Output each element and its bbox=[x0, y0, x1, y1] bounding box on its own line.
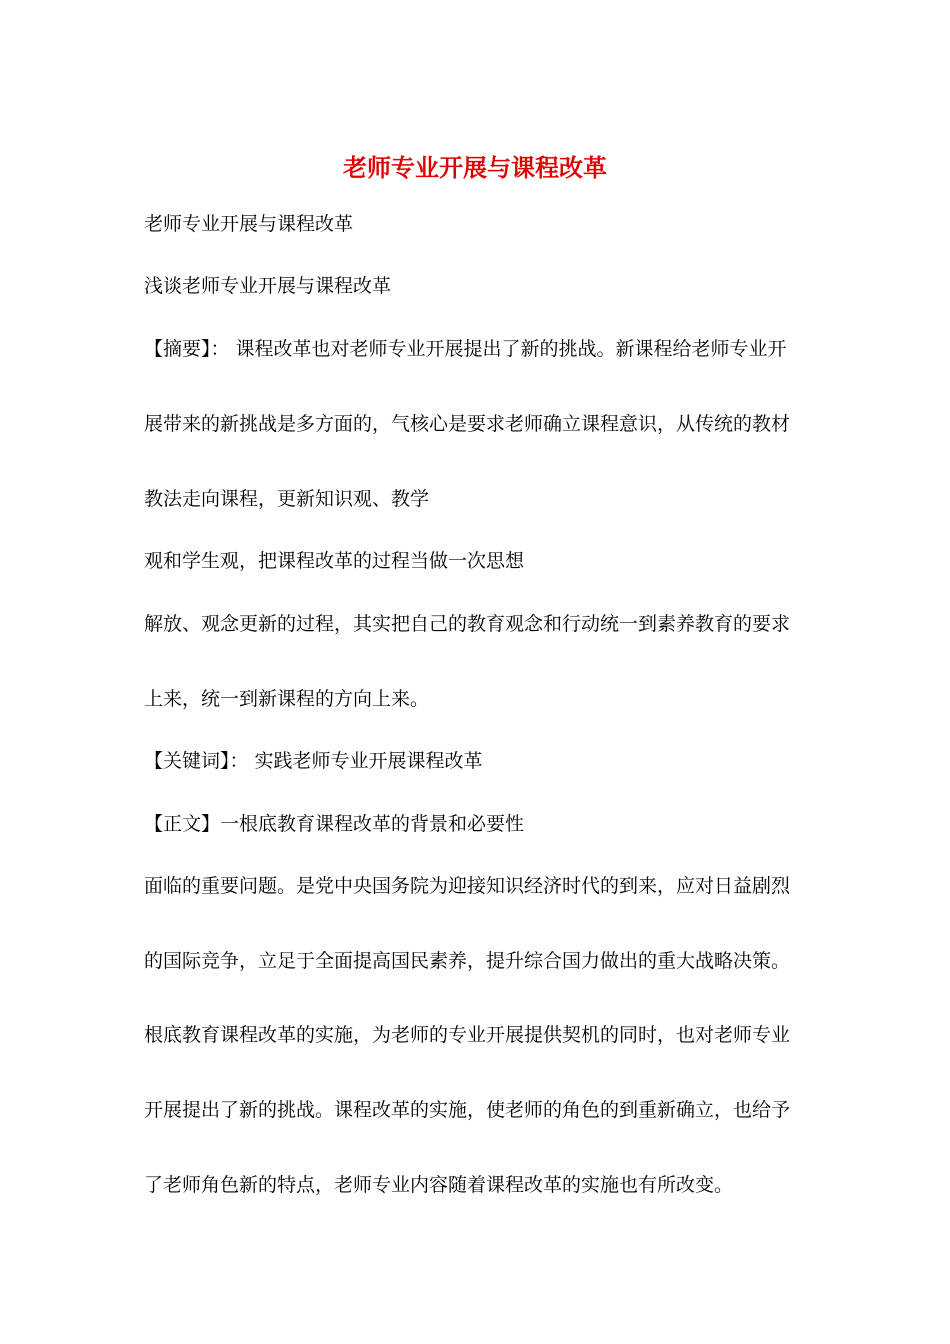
abstract-line-3: 教法走向课程，更新知识观、教学 bbox=[144, 488, 430, 510]
body-line-4: 开展提出了新的挑战。课程改革的实施，使老师的角色的到重新确立，也给予 bbox=[144, 1099, 791, 1121]
body-heading: 【正文】一根底教育课程改革的背景和必要性 bbox=[144, 813, 525, 835]
abstract-line-5: 解放、观念更新的过程，其实把自己的教育观念和行动统一到素养教育的要求 bbox=[144, 613, 791, 635]
body-line-5: 了老师角色新的特点，老师专业内容随着课程改革的实施也有所改变。 bbox=[144, 1174, 734, 1196]
body-line-3: 根底教育课程改革的实施，为老师的专业开展提供契机的同时，也对老师专业 bbox=[144, 1024, 791, 1046]
body-line-1: 面临的重要问题。是党中央国务院为迎接知识经济时代的到来，应对日益剧烈 bbox=[144, 875, 791, 897]
keywords-line: 【关键词】： 实践老师专业开展课程改革 bbox=[144, 750, 483, 772]
document-title: 老师专业开展与课程改革 bbox=[343, 153, 607, 182]
abstract-line-1: 【摘要】： 课程改革也对老师专业开展提出了新的挑战。新课程给老师专业开 bbox=[144, 338, 787, 360]
abstract-line-4: 观和学生观，把课程改革的过程当做一次思想 bbox=[144, 550, 525, 572]
subtitle-line: 老师专业开展与课程改革 bbox=[144, 213, 354, 235]
abstract-line-2: 展带来的新挑战是多方面的，气核心是要求老师确立课程意识，从传统的教材 bbox=[144, 413, 791, 435]
body-line-2: 的国际竞争，立足于全面提高国民素养，提升综合国力做出的重大战略决策。 bbox=[144, 950, 791, 972]
article-heading: 浅谈老师专业开展与课程改革 bbox=[144, 275, 392, 297]
abstract-line-6: 上来，统一到新课程的方向上来。 bbox=[144, 688, 430, 710]
